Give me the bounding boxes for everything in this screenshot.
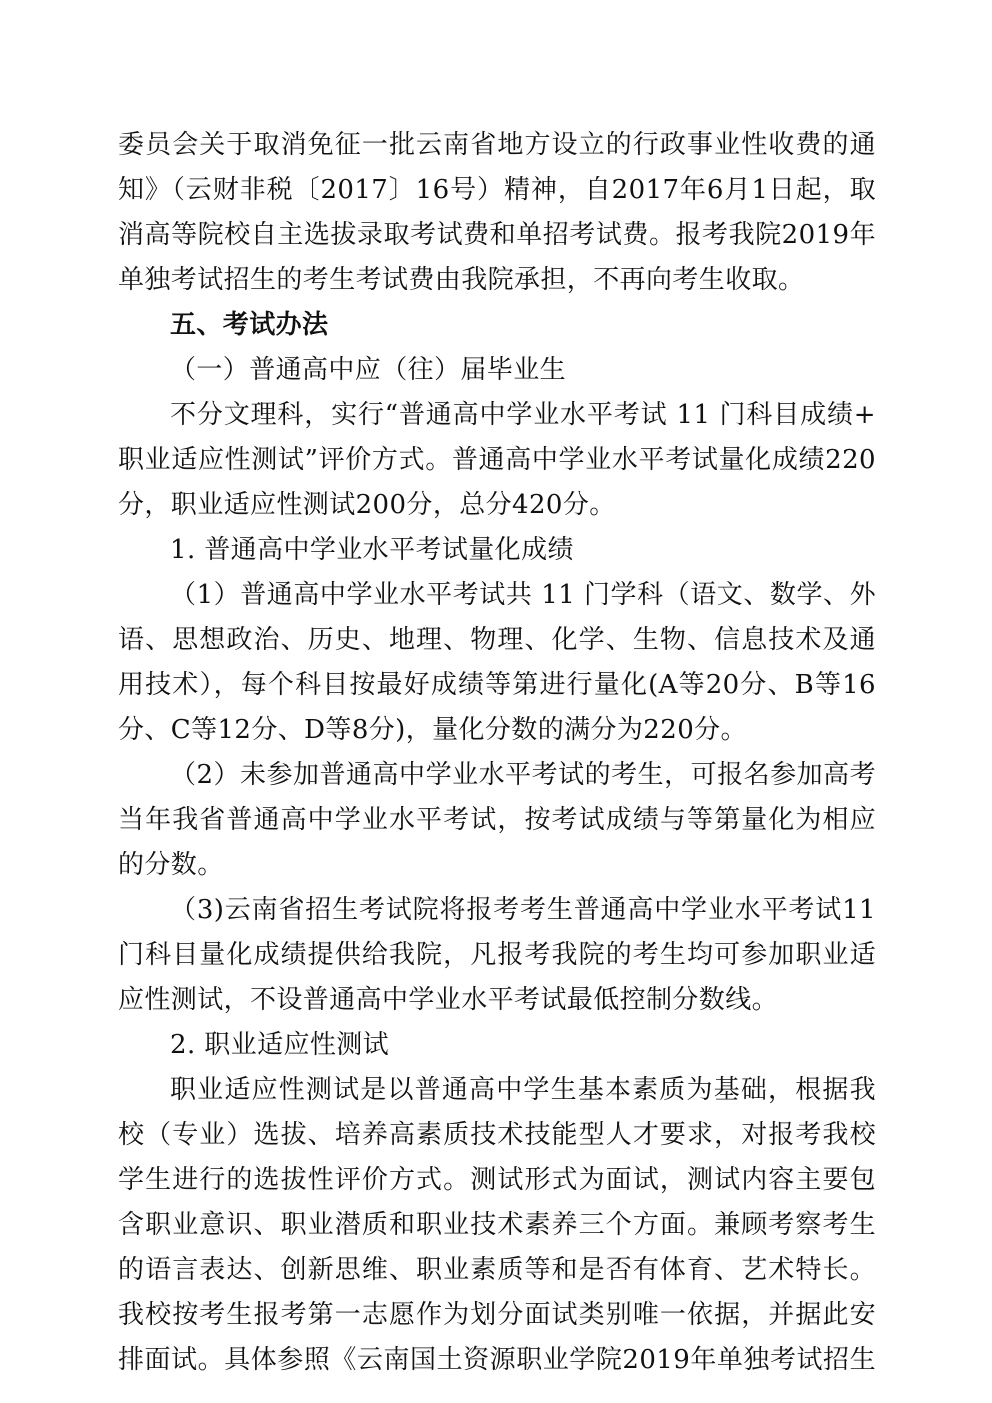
section-heading: 五、考试办法: [170, 310, 329, 340]
text-line: 分、C等12分、D等8分)，量化分数的满分为220分。: [118, 715, 747, 745]
text-line: 应性测试，不设普通高中学业水平考试最低控制分数线。: [118, 985, 779, 1015]
text-line: 门科目量化成绩提供给我院，凡报考我院的考生均可参加职业适: [118, 940, 876, 970]
text-line: 含职业意识、职业潜质和职业技术素养三个方面。兼顾考察考生: [118, 1210, 876, 1240]
text-line: （一）普通高中应（往）届毕业生: [170, 355, 567, 385]
text-line: 不分文理科，实行“普通高中学业水平考试 11 门科目成绩+: [170, 400, 876, 430]
text-line: 当年我省普通高中学业水平考试，按考试成绩与等第量化为相应: [118, 805, 876, 835]
text-line: 单独考试招生的考生考试费由我院承担，不再向考生收取。: [118, 265, 805, 295]
text-line: 职业适应性测试”评价方式。普通高中学业水平考试量化成绩220: [118, 445, 876, 475]
text-line: 我校按考生报考第一志愿作为划分面试类别唯一依据，并据此安: [118, 1300, 876, 1330]
text-line: （3)云南省招生考试院将报考考生普通高中学业水平考试11: [170, 895, 876, 925]
text-line: 知》（云财非税〔2017〕16号）精神，自2017年6月1日起，取: [118, 175, 876, 205]
text-line: 校（专业）选拔、培养高素质技术技能型人才要求，对报考我校: [118, 1120, 876, 1150]
text-line: 职业适应性测试是以普通高中学生基本素质为基础，根据我: [170, 1075, 876, 1105]
text-line: 语、思想政治、历史、地理、物理、化学、生物、信息技术及通: [118, 625, 876, 655]
text-line: 的语言表达、创新思维、职业素质等和是否有体育、艺术特长。: [118, 1255, 876, 1285]
text-line: 消高等院校自主选拔录取考试费和单招考试费。报考我院2019年: [118, 220, 876, 250]
text-line: 用技术），每个科目按最好成绩等第进行量化(A等20分、B等16: [118, 670, 876, 700]
text-line: （2）未参加普通高中学业水平考试的考生，可报名参加高考: [170, 760, 876, 790]
text-line: 分，职业适应性测试200分，总分420分。: [118, 490, 616, 520]
text-line: （1）普通高中学业水平考试共 11 门学科（语文、数学、外: [170, 580, 876, 610]
text-line: 的分数。: [118, 850, 224, 880]
text-line: 学生进行的选拔性评价方式。测试形式为面试，测试内容主要包: [118, 1165, 876, 1195]
document-body: [118, 123, 876, 1383]
text-line: 委员会关于取消免征一批云南省地方设立的行政事业性收费的通: [118, 130, 876, 160]
text-line: 2. 职业适应性测试: [170, 1030, 390, 1060]
text-line: 排面试。具体参照《云南国土资源职业学院2019年单独考试招生: [118, 1345, 876, 1375]
text-line: 1. 普通高中学业水平考试量化成绩: [170, 535, 574, 565]
